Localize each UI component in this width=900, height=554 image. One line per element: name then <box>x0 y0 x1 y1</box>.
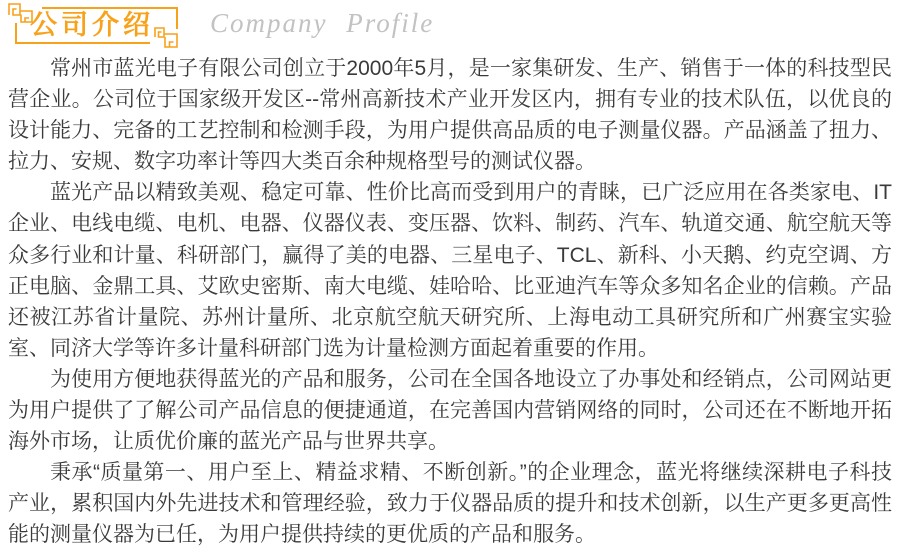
profile-paragraph-3: 为使用方便地获得蓝光的产品和服务，公司在全国各地设立了办事处和经销点，公司网站更为用户提供了了解公司产品信息的便捷通道，在完善国内营销网络的同时，公司还在不断地开拓海外市场，让质优价廉的蓝光产品与世界共享。 <box>8 367 892 454</box>
profile-paragraph-4: 秉承“质量第一、用户至上、精益求精、不断创新。”的企业理念，蓝光将继续深耕电子科技产业，累积国内外先进技术和管理经验，致力于仪器品质的提升和技术创新，以生产更多更高性能的测量仪器为已任，为用户提供持续的更优质的产品和服务。 <box>8 461 892 547</box>
section-title-badge <box>6 2 184 50</box>
section-subtitle-en: Company Profile <box>210 8 435 38</box>
profile-body <box>0 50 900 551</box>
profile-paragraph-2: 蓝光产品以精致美观、稳定可靠、性价比高而受到用户的青睐，已广泛应用在各类家电、IT企业、电线电缆、电机、电器、仪器仪表、变压器、饮料、制药、汽车、轨道交通、航空航天等众多行业和计量、科研部门，赢得了美的电器、三星电子、TCL、新科、小天鹅、约克空调、方正电脑、金鼎工具、艾欧史密斯、南大电缆、娃哈哈、比亚迪汽车等众多知名企业的信赖。产品还被江苏省计量院、苏州计量所、北京航空航天研究所、上海电动工具研究所和广州赛宝实验室、同济大学等许多计量科研部门选为计量检测方面起着重要的作用。 <box>8 181 892 360</box>
profile-paragraph-1: 常州市蓝光电子有限公司创立于2000年5月，是一家集研发、生产、销售于一体的科技型民营企业。公司位于国家级开发区--常州高新技术产业开发区内，拥有专业的技术队伍，以优良的设计能力、完备的工艺控制和检测手段，为用户提供高品质的电子测量仪器。产品涵盖了扭力、拉力、安规、数字功率计等四大类百余种规格型号的测试仪器。 <box>8 57 892 174</box>
section-title: 公司介绍 <box>30 10 154 40</box>
section-header <box>0 0 900 50</box>
